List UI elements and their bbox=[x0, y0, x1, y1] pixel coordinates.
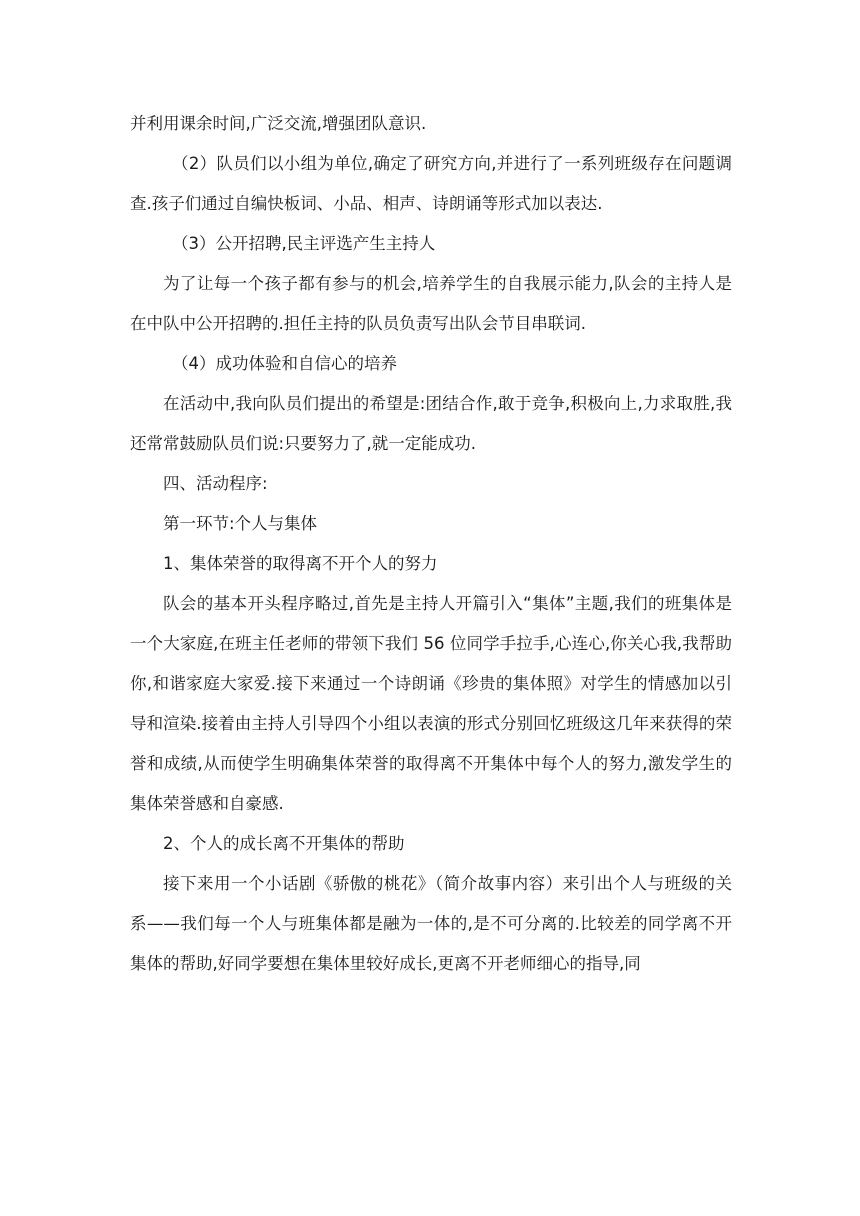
subsection-heading-stage-1: 第一环节:个人与集体 bbox=[163, 514, 318, 533]
paragraph-personal-growth: 接下来用一个小话剧《骄傲的桃花》（简介故事内容）来引出个人与班级的关系——我们每一个人与班集体都是融为一体的,是不可分离的.比较差的同学离不开集体的帮助,好同学要想在集体里较好成长,更离不开老师细心的指导,同 bbox=[130, 874, 732, 973]
paragraph-item-3-heading: （3）公开招聘,民主评选产生主持人 bbox=[172, 234, 436, 253]
point-heading-1: 1、集体荣誉的取得离不开个人的努力 bbox=[163, 554, 438, 573]
paragraph-expectations: 在活动中,我向队员们提出的希望是:团结合作,敢于竞争,积极向上,力求取胜,我还常常鼓励队员们说:只要努力了,就一定能成功. bbox=[130, 394, 732, 453]
document-body bbox=[130, 104, 732, 984]
paragraph-collective-honor: 队会的基本开头程序略过,首先是主持人开篇引入“集体”主题,我们的班集体是一个大家庭,在班主任老师的带领下我们 56 位同学手拉手,心连心,你关心我,我帮助你,和谐家庭大家爱.接下来通过一个诗朗诵《珍贵的集体照》对学生的情感加以引导和渲染.接着由主持人引导四个小组以表演的形式分别回忆班级这几年来获得的荣誉和成绩,从而使学生明确集体荣誉的取得离不开集体中每个人的努力,激发学生的集体荣誉感和自豪感. bbox=[130, 594, 732, 813]
point-heading-2: 2、个人的成长离不开集体的帮助 bbox=[163, 834, 405, 853]
paragraph-item-4-heading: （4）成功体验和自信心的培养 bbox=[172, 354, 397, 373]
paragraph-host-selection: 为了让每一个孩子都有参与的机会,培养学生的自我展示能力,队会的主持人是在中队中公开招聘的.担任主持的队员负责写出队会节目串联词. bbox=[130, 274, 732, 333]
paragraph-continuation: 并利用课余时间,广泛交流,增强团队意识. bbox=[130, 114, 427, 133]
paragraph-item-2: （2）队员们以小组为单位,确定了研究方向,并进行了一系列班级存在问题调查.孩子们通过自编快板词、小品、相声、诗朗诵等形式加以表达. bbox=[130, 154, 732, 213]
section-heading-procedure: 四、活动程序: bbox=[163, 474, 268, 493]
